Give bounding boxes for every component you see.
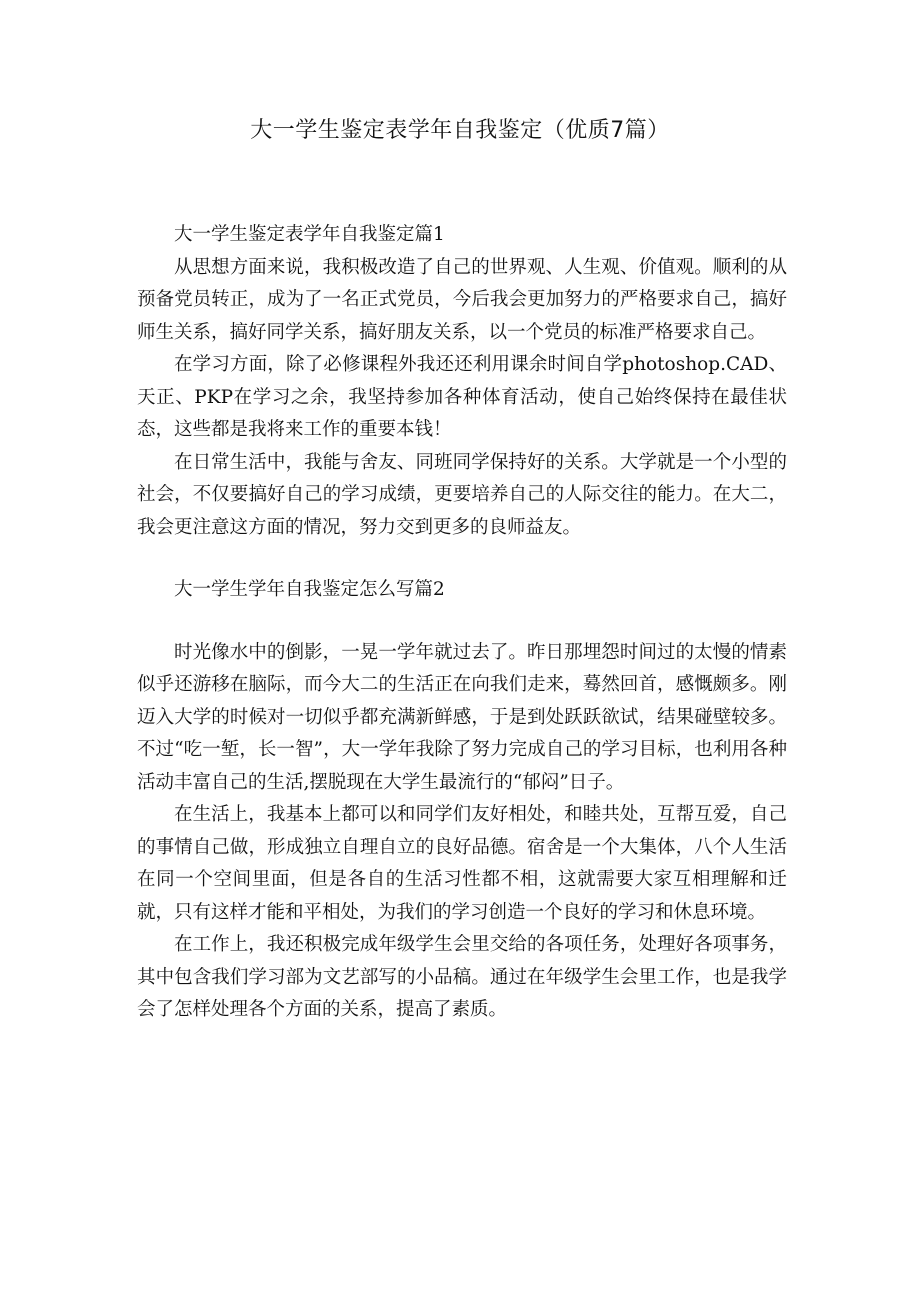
paragraph: 在日常生活中，我能与舍友、同班同学保持好的关系。大学就是一个小型的社会，不仅要搞好自己的学习成绩，更要培养自己的人际交往的能力。在大二，我会更注意这方面的情况，努力交到更多的良师益友。 xyxy=(137,451,787,538)
section-1 xyxy=(137,219,787,544)
document-title: 大一学生鉴定表学年自我鉴定（优质7篇） xyxy=(250,118,670,143)
paragraph: 在学习方面，除了必修课程外我还还利用课余时间自学photoshop.CAD、天正、PKP在学习之余，我坚持参加各种体育活动，使自己始终保持在最佳状态，这些都是我将来工作的重要本钱！ xyxy=(137,354,787,440)
document-body xyxy=(137,219,787,1027)
paragraph: 在工作上，我还积极完成年级学生会里交给的各项任务，处理好各项事务，其中包含我们学习部为文艺部写的小品稿。通过在年级学生会里工作，也是我学会了怎样处理各个方面的关系，提高了素质。 xyxy=(137,934,787,1020)
paragraph: 时光像水中的倒影，一晃一学年就过去了。昨日那埋怨时间过的太慢的情素似乎还游移在脑际，而今大二的生活正在向我们走来，蓦然回首，感慨颇多。刚迈入大学的时候对一切似乎都充满新鲜感，于是到处跃跃欲试，结果碰壁较多。不过“吃一堑，长一智”，大一学年我除了努力完成自己的学习目标，也利用各种活动丰富自己的生活,摆脱现在大学生最流行的“郁闷”日子。 xyxy=(137,641,787,793)
section-2 xyxy=(137,574,787,1027)
section-heading: 大一学生学年自我鉴定怎么写篇2 xyxy=(174,579,445,600)
paragraph: 从思想方面来说，我积极改造了自己的世界观、人生观、价值观。顺利的从预备党员转正，成为了一名正式党员，今后我会更加努力的严格要求自己，搞好师生关系，搞好同学关系，搞好朋友关系，以一个党员的标准严格要求自己。 xyxy=(137,256,787,343)
section-heading: 大一学生鉴定表学年自我鉴定篇1 xyxy=(174,224,445,245)
paragraph: 在生活上，我基本上都可以和同学们友好相处，和睦共处，互帮互爱，自己的事情自己做，形成独立自理自立的良好品德。宿舍是一个大集体，八个人生活在同一个空间里面，但是各自的生活习性都不相，这就需要大家互相理解和迁就，只有这样才能和平相处，为我们的学习创造一个良好的学习和休息环境。 xyxy=(137,804,787,923)
